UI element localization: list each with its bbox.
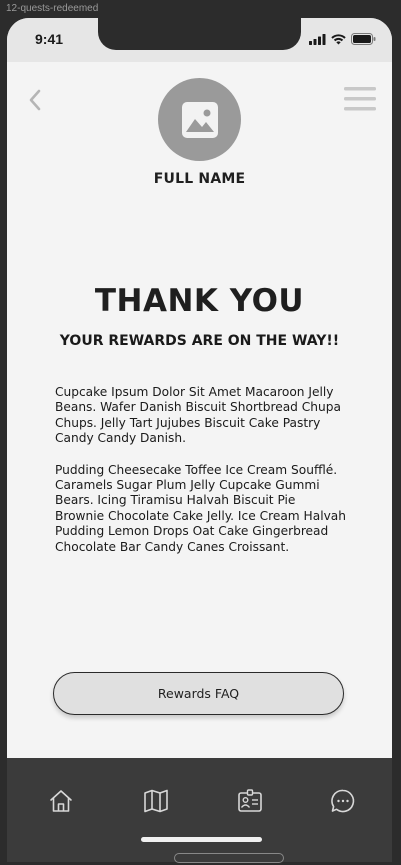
notch xyxy=(98,18,301,50)
hamburger-menu-icon[interactable] xyxy=(344,86,376,112)
signal-icon xyxy=(309,34,326,45)
tab-messages[interactable] xyxy=(328,786,358,816)
battery-icon xyxy=(351,33,376,45)
status-bar xyxy=(7,18,392,62)
map-icon xyxy=(143,788,169,814)
body-text xyxy=(55,385,347,571)
body-paragraph: Cupcake Ipsum Dolor Sit Amet Macaroon Jelly Beans. Wafer Danish Biscuit Shortbread Chupa Chups. Jelly Tart Jujubes Biscuit Cake Pastry Candy Candy Danish. xyxy=(55,385,341,446)
chevron-left-icon[interactable] xyxy=(25,88,45,112)
page-title: THANK YOU xyxy=(94,283,305,319)
image-placeholder-icon xyxy=(182,102,218,138)
tab-bar xyxy=(7,758,392,862)
frame-label: 12-quests-redeemed xyxy=(6,3,99,14)
status-time: 9:41 xyxy=(35,31,64,47)
avatar xyxy=(158,78,241,161)
home-icon xyxy=(48,788,74,814)
home-indicator[interactable] xyxy=(141,837,262,842)
device-bottom-edge xyxy=(174,853,284,863)
rewards-faq-button[interactable]: Rewards FAQ xyxy=(53,672,344,715)
chat-bubble-icon xyxy=(330,788,356,814)
user-full-name: FULL NAME xyxy=(153,171,246,187)
tab-profile-card[interactable] xyxy=(235,786,265,816)
body-paragraph: Pudding Cheesecake Toffee Ice Cream Soufflé. Caramels Sugar Plum Jelly Cupcake Gummi Bears. Icing Tiramisu Halvah Biscuit Pie Brownie Chocolate Cake Jelly. Ice Cream Halvah Pudding Lemon Drops Oat Cake Gingerbread Chocolate Bar Candy Canes Croissant. xyxy=(55,462,346,554)
tab-home[interactable] xyxy=(46,786,76,816)
page-subtitle: YOUR REWARDS ARE ON THE WAY!! xyxy=(59,333,340,349)
phone-screen xyxy=(7,18,392,862)
id-card-icon xyxy=(237,788,263,814)
wifi-icon xyxy=(331,34,346,45)
status-icons xyxy=(309,33,376,45)
tab-map[interactable] xyxy=(141,786,171,816)
